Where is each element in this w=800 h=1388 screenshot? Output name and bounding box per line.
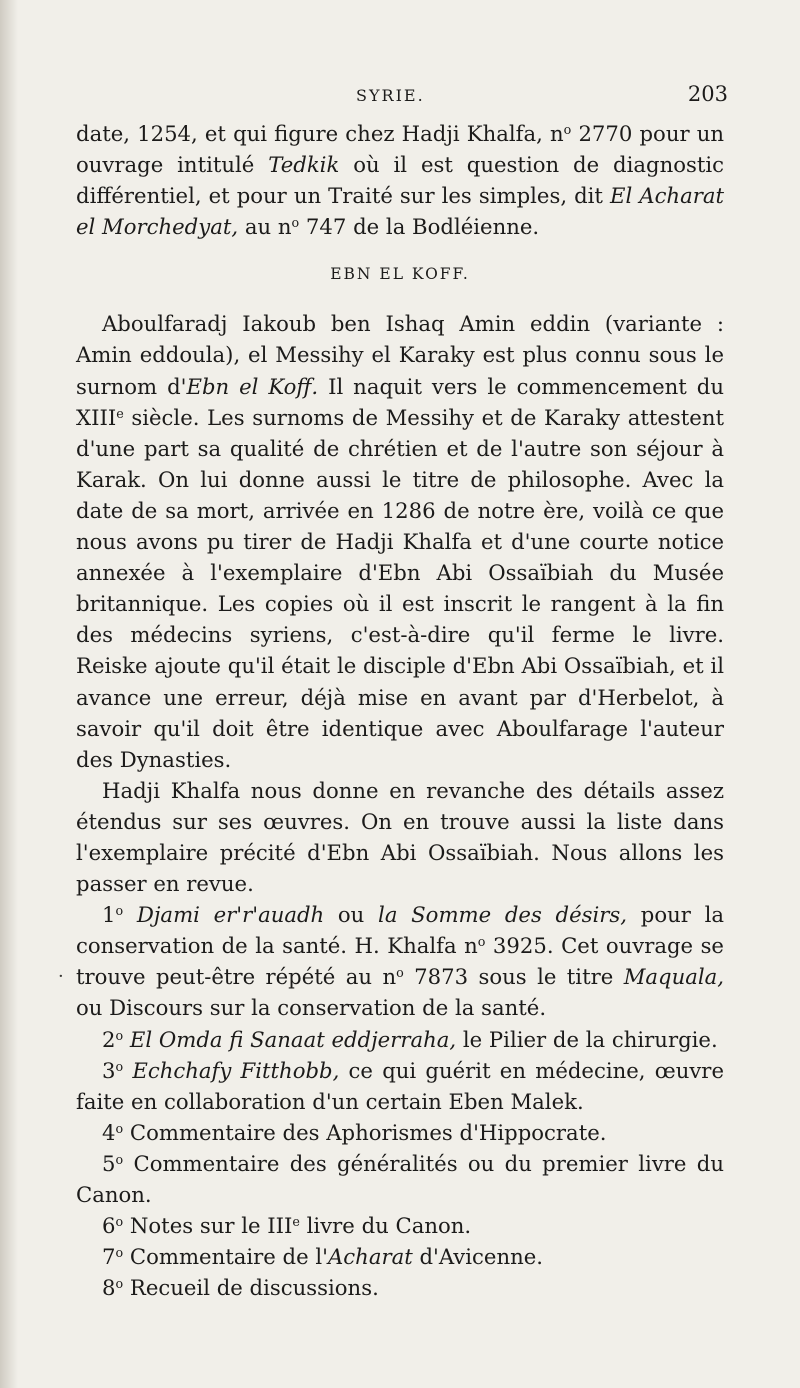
- paragraph-works-intro: Hadji Khalfa nous donne en revanche des détails assez étendus sur ses œuvres. On en trouve aussi la liste dans l'exemplaire précité d'Ebn Abi Ossaïbiah. Nous allons les passer en revue.: [76, 777, 724, 897]
- page-header: [76, 82, 728, 112]
- paragraph-biography: Aboulfaradj Iakoub ben Ishaq Amin eddin (variante : Amin eddoula), el Messihy el Karaky est plus connu sous le surnom d'Ebn el Koff. Il naquit vers le commencement du XIIIe siècle. Les surnoms de Messihy et de Karaky attestent d'une part sa qualité de chrétien et de l'autre son séjour à Karak. On lui donne aussi le titre de philosophe. Avec la date de sa mort, arrivée en 1286 de notre ère, voilà ce que nous avons pu tirer de Hadji Khalfa et d'une courte notice annexée à l'exemplaire d'Ebn Abi Ossaïbiah du Musée britannique. Les copies où il est inscrit le rangent à la fin des médecins syriens, c'est-à-dire qu'il ferme le livre. Reiske ajoute qu'il était le disciple d'Ebn Abi Ossaïbiah, et il avance une erreur, déjà mise en avant par d'Herbelot, à savoir qu'il doit être identique avec Aboulfarage l'auteur des Dynasties.: [76, 311, 724, 772]
- paragraph-continuation: date, 1254, et qui figure chez Hadji Khalfa, $n^o$ 2770 pour un ouvrage intitulé Tedkik où il est question de diagnostic différentiel, et pour un Traité sur les simples, dit El Acharat el Morchedyat, au $n^o$ 747 de la Bodléienne.: [76, 121, 725, 240]
- list-item-6: 6$^o$ Notes sur le IIIe livre du Canon.: [102, 1213, 472, 1239]
- list-item-3: 3$^o$ Echchafy Fitthobb, ce qui guérit en médecine, œuvre faite en collaboration d'un certain Eben Malek.: [76, 1057, 724, 1114]
- list-item-1: 1$^o$ Djami er'r'auadh ou la Somme des désirs, pour la conservation de la santé. H. Khalfa $n^o$ 3925. Cet ouvrage se trouve peut-être répété au $n^o$ 7873 sous le titre Maquala, ou Discours sur la conservation de la santé.: [76, 902, 724, 1021]
- margin-mark: ·: [58, 966, 64, 987]
- section-title: EBN EL KOFF.: [330, 265, 470, 284]
- list-item-5: 5$^o$ Commentaire des généralités ou du premier livre du Canon.: [76, 1150, 724, 1207]
- page-edge-shadow: [0, 0, 18, 1388]
- list-item-7: 7$^o$ Commentaire de l'Acharat d'Avicenne.: [102, 1244, 544, 1270]
- running-title: SYRIE.: [356, 86, 425, 105]
- list-item-4: 4$^o$ Commentaire des Aphorismes d'Hippocrate.: [102, 1119, 607, 1145]
- page-number: 203: [687, 82, 728, 106]
- list-item-2: 2$^o$ El Omda fi Sanaat eddjerraha, le Pilier de la chirurgie.: [102, 1026, 718, 1052]
- list-item-8: 8$^o$ Recueil de discussions.: [102, 1275, 379, 1301]
- page-body: [76, 118, 724, 1303]
